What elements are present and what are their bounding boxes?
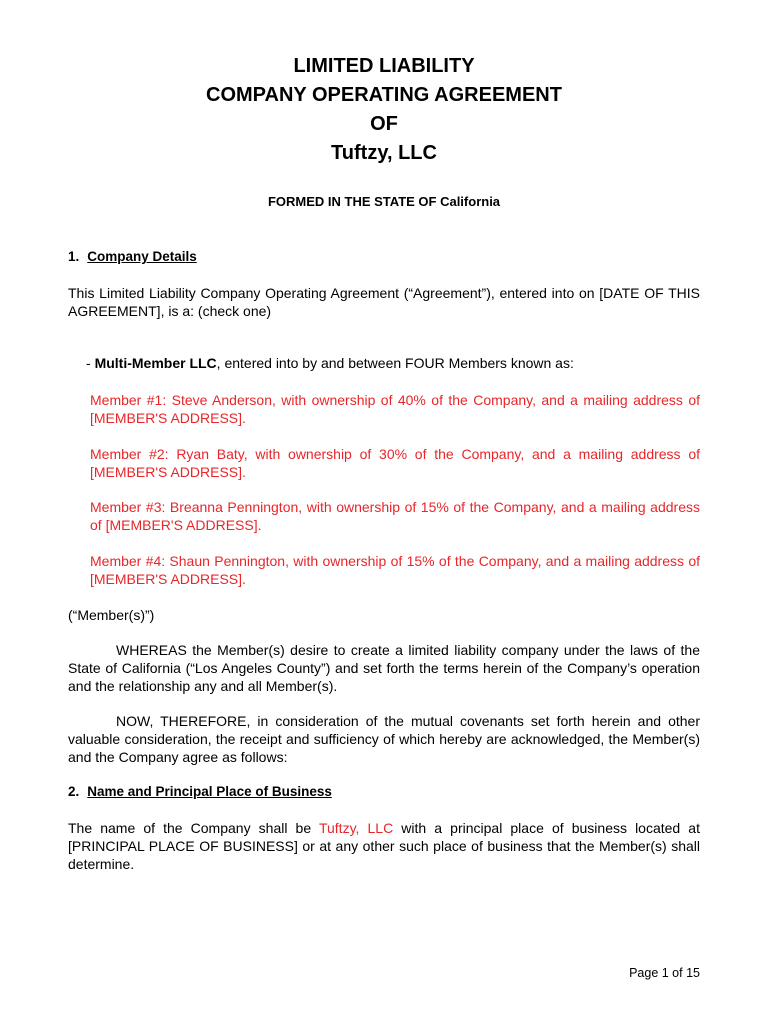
- section-2-paragraph: [68, 819, 700, 873]
- member-3: Member #3: Breanna Pennington, with ownership of 15% of the Company, and a mailing address of [MEMBER'S ADDRESS].: [90, 499, 700, 533]
- section-2-text-before: The name of the Company shall be: [68, 820, 319, 836]
- member-4: Member #4: Shaun Pennington, with ownership of 15% of the Company, and a mailing address of [MEMBER'S ADDRESS].: [90, 553, 700, 587]
- multi-member-line: [86, 354, 700, 372]
- multi-member-label: Multi-Member LLC: [94, 355, 217, 371]
- section-2-heading: [68, 783, 700, 801]
- section-2-title: Name and Principal Place of Business: [87, 784, 332, 799]
- multi-member-prefix: -: [86, 355, 95, 371]
- whereas-paragraph: WHEREAS the Member(s) desire to create a limited liability company under the laws of the State of California (“Los Angeles County”) and set forth the terms herein of the Company’s operation and the relationship any and all Member(s).: [68, 642, 700, 694]
- section-1-heading: [68, 248, 700, 266]
- page-number: Page 1 of 15: [629, 966, 700, 980]
- formed-in-state: FORMED IN THE STATE OF California: [267, 194, 501, 209]
- section-1-number: 1.: [68, 249, 80, 264]
- title-line-3: OF: [370, 113, 398, 135]
- section-2-text-after: with a principal place of business located at [PRINCIPAL PLACE OF BUSINESS] or at any other such place of business that the Member(s) shall determine.: [68, 820, 700, 872]
- now-therefore-paragraph: NOW, THEREFORE, in consideration of the mutual covenants set forth herein and other valuable consideration, the receipt and sufficiency of which hereby are acknowledged, the Member(s) and the Company agree as follows:: [68, 713, 700, 765]
- title-line-4: Tuftzy, LLC: [331, 142, 437, 164]
- title-line-1: LIMITED LIABILITY: [293, 55, 475, 77]
- multi-member-rest: , entered into by and between FOUR Members known as:: [216, 355, 574, 371]
- title-line-2: COMPANY OPERATING AGREEMENT: [206, 84, 562, 106]
- member-2: Member #2: Ryan Baty, with ownership of 30% of the Company, and a mailing address of [MEMBER'S ADDRESS].: [90, 446, 700, 480]
- member-1: Member #1: Steve Anderson, with ownership of 40% of the Company, and a mailing address of [MEMBER'S ADDRESS].: [90, 392, 700, 426]
- company-name: Tuftzy, LLC: [318, 820, 394, 836]
- section-1-title: Company Details: [87, 249, 197, 264]
- section-1-intro: This Limited Liability Company Operating Agreement (“Agreement”), entered into on [DATE OF THIS AGREEMENT], is a: (check one): [68, 285, 700, 319]
- members-label: (“Member(s)”): [68, 607, 155, 623]
- document-title: [0, 52, 768, 168]
- section-2-number: 2.: [68, 784, 80, 799]
